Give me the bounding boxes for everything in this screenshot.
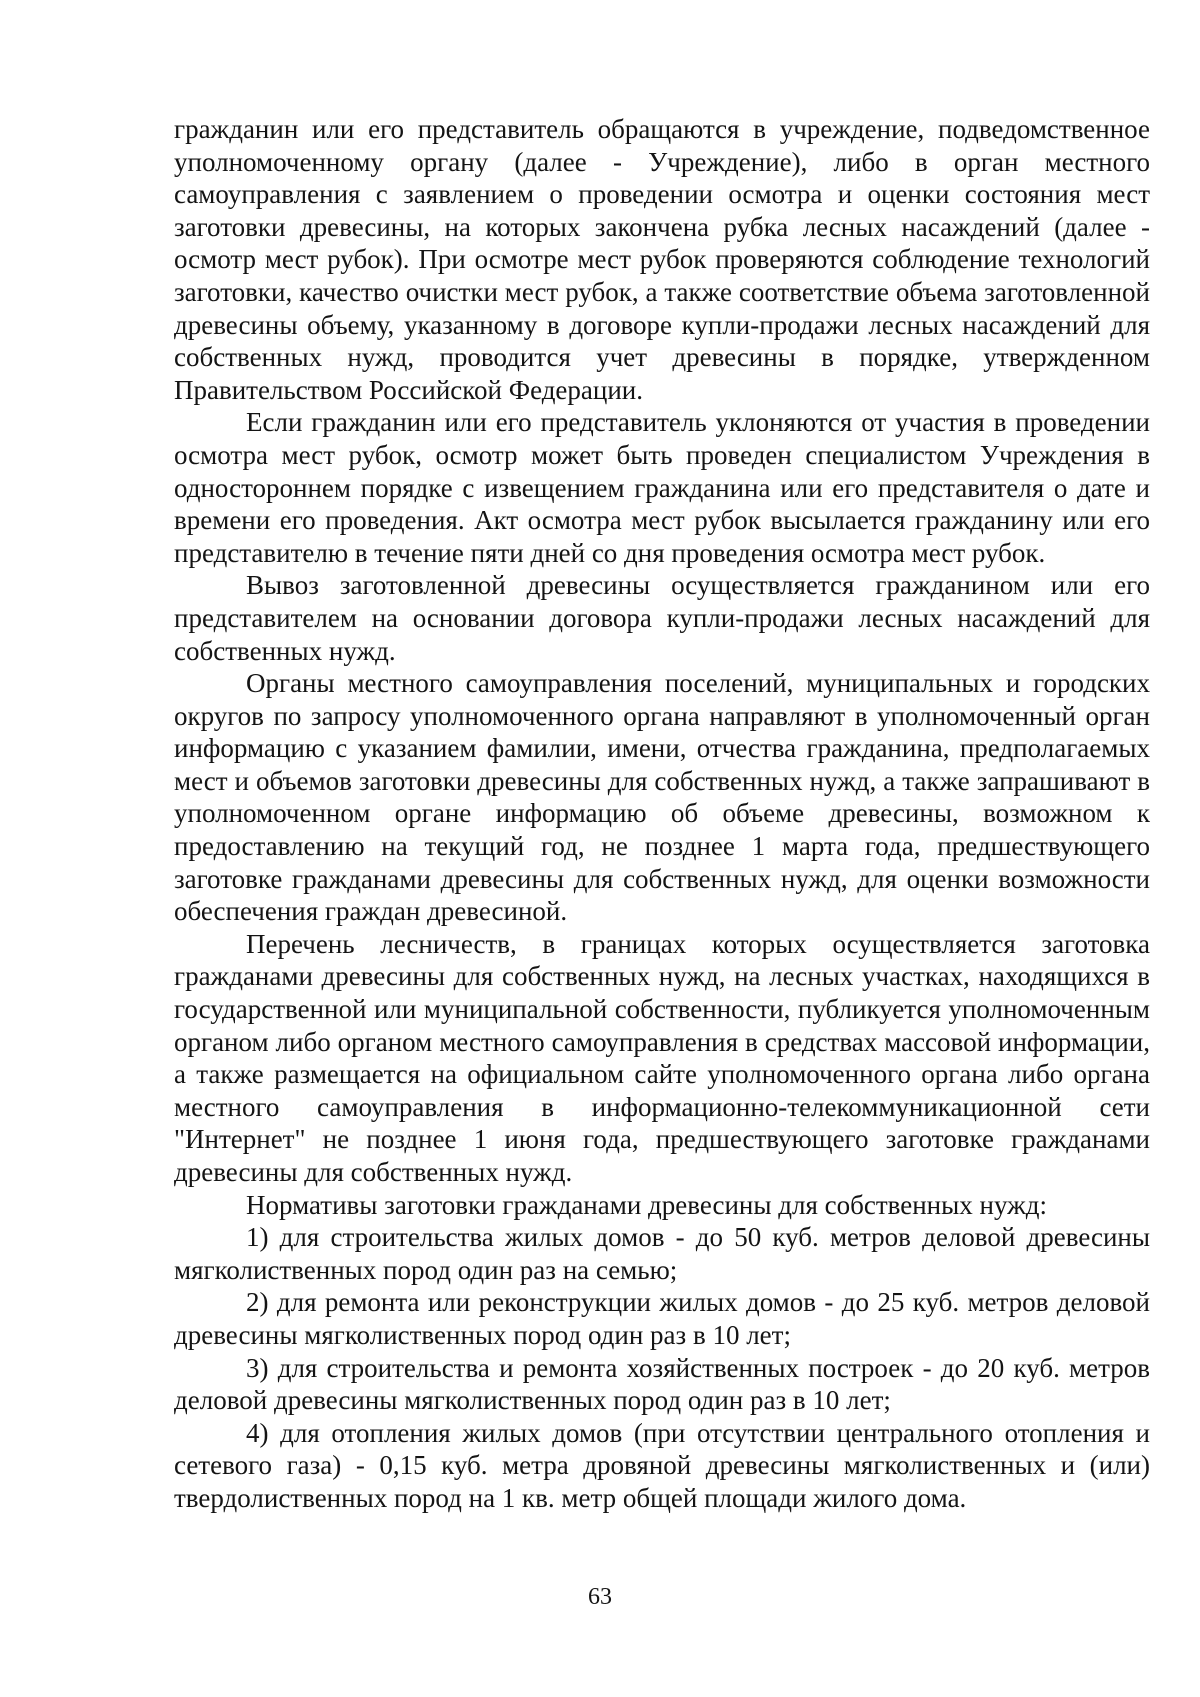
paragraph-continuation: гражданин или его представитель обращаются в учреждение, подведомственное уполномоченному органу (далее - Учреждение), либо в орган местного самоуправления с заявлением о проведении осмотра и оценки состояния мест заготовки древесины, на которых закончена рубка лесных насаждений (далее - осмотр мест рубок). При осмотре мест рубок проверяются соблюдение технологий заготовки, качество очистки мест рубок, а также соответствие объема заготовленной древесины объему, указанному в договоре купли-продажи лесных насаждений для собственных нужд, проводится учет древесины в порядке, утвержденном Правительством Российской Федерации.: [174, 114, 1150, 405]
list-item-repair: 2) для ремонта или реконструкции жилых домов - до 25 куб. метров деловой древесины мягколиственных пород один раз в 10 лет;: [174, 1287, 1150, 1350]
paragraph-norms-heading: Нормативы заготовки гражданами древесины для собственных нужд:: [246, 1189, 1047, 1220]
paragraph-removal: Вывоз заготовленной древесины осуществляется гражданином или его представителем на основании договора купли-продажи лесных насаждений для собственных нужд.: [174, 570, 1150, 666]
list-item-construction: 1) для строительства жилых домов - до 50 куб. метров деловой древесины мягколиственных пород один раз на семью;: [174, 1222, 1150, 1285]
list-item-outbuildings: 3) для строительства и ремонта хозяйственных построек - до 20 куб. метров деловой древесины мягколиственных пород один раз в 10 лет;: [174, 1352, 1150, 1416]
list-item-heating: 4) для отопления жилых домов (при отсутствии центрального отопления и сетевого газа) - 0,15 куб. метра дровяной древесины мягколиственных и (или) твердолиственных пород на 1 кв. метр общей площади жилого дома.: [174, 1417, 1150, 1513]
paragraph-local-authorities: Органы местного самоуправления поселений, муниципальных и городских округов по запросу уполномоченного органа направляют в уполномоченный орган информацию с указанием фамилии, имени, отчества гражданина, предполагаемых мест и объемов заготовки древесины для собственных нужд, а также запрашивают в уполномоченном органе информацию об объеме древесины, возможном к предоставлению на текущий год, не позднее 1 марта года, предшествующего заготовке гражданами древесины для собственных нужд, для оценки возможности обеспечения граждан древесиной.: [174, 668, 1150, 927]
document-body: [174, 113, 1150, 1515]
page-number: 63: [588, 1584, 612, 1610]
paragraph-forestry-list: Перечень лесничеств, в границах которых осуществляется заготовка гражданами древесины для собственных нужд, на лесных участках, находящихся в государственной или муниципальной собственности, публикуется уполномоченным органом либо органом местного самоуправления в средствах массовой информации, а также размещается на официальном сайте уполномоченного органа либо органа местного самоуправления в информационно-телекоммуникационной сети "Интернет" не позднее 1 июня года, предшествующего заготовке гражданами древесины для собственных нужд.: [174, 928, 1150, 1187]
paragraph-evasion: Если гражданин или его представитель уклоняются от участия в проведении осмотра мест рубок, осмотр может быть проведен специалистом Учреждения в одностороннем порядке с извещением гражданина или его представителя о дате и времени его проведения. Акт осмотра мест рубок высылается гражданину или его представителю в течение пяти дней со дня проведения осмотра мест рубок.: [174, 407, 1150, 568]
